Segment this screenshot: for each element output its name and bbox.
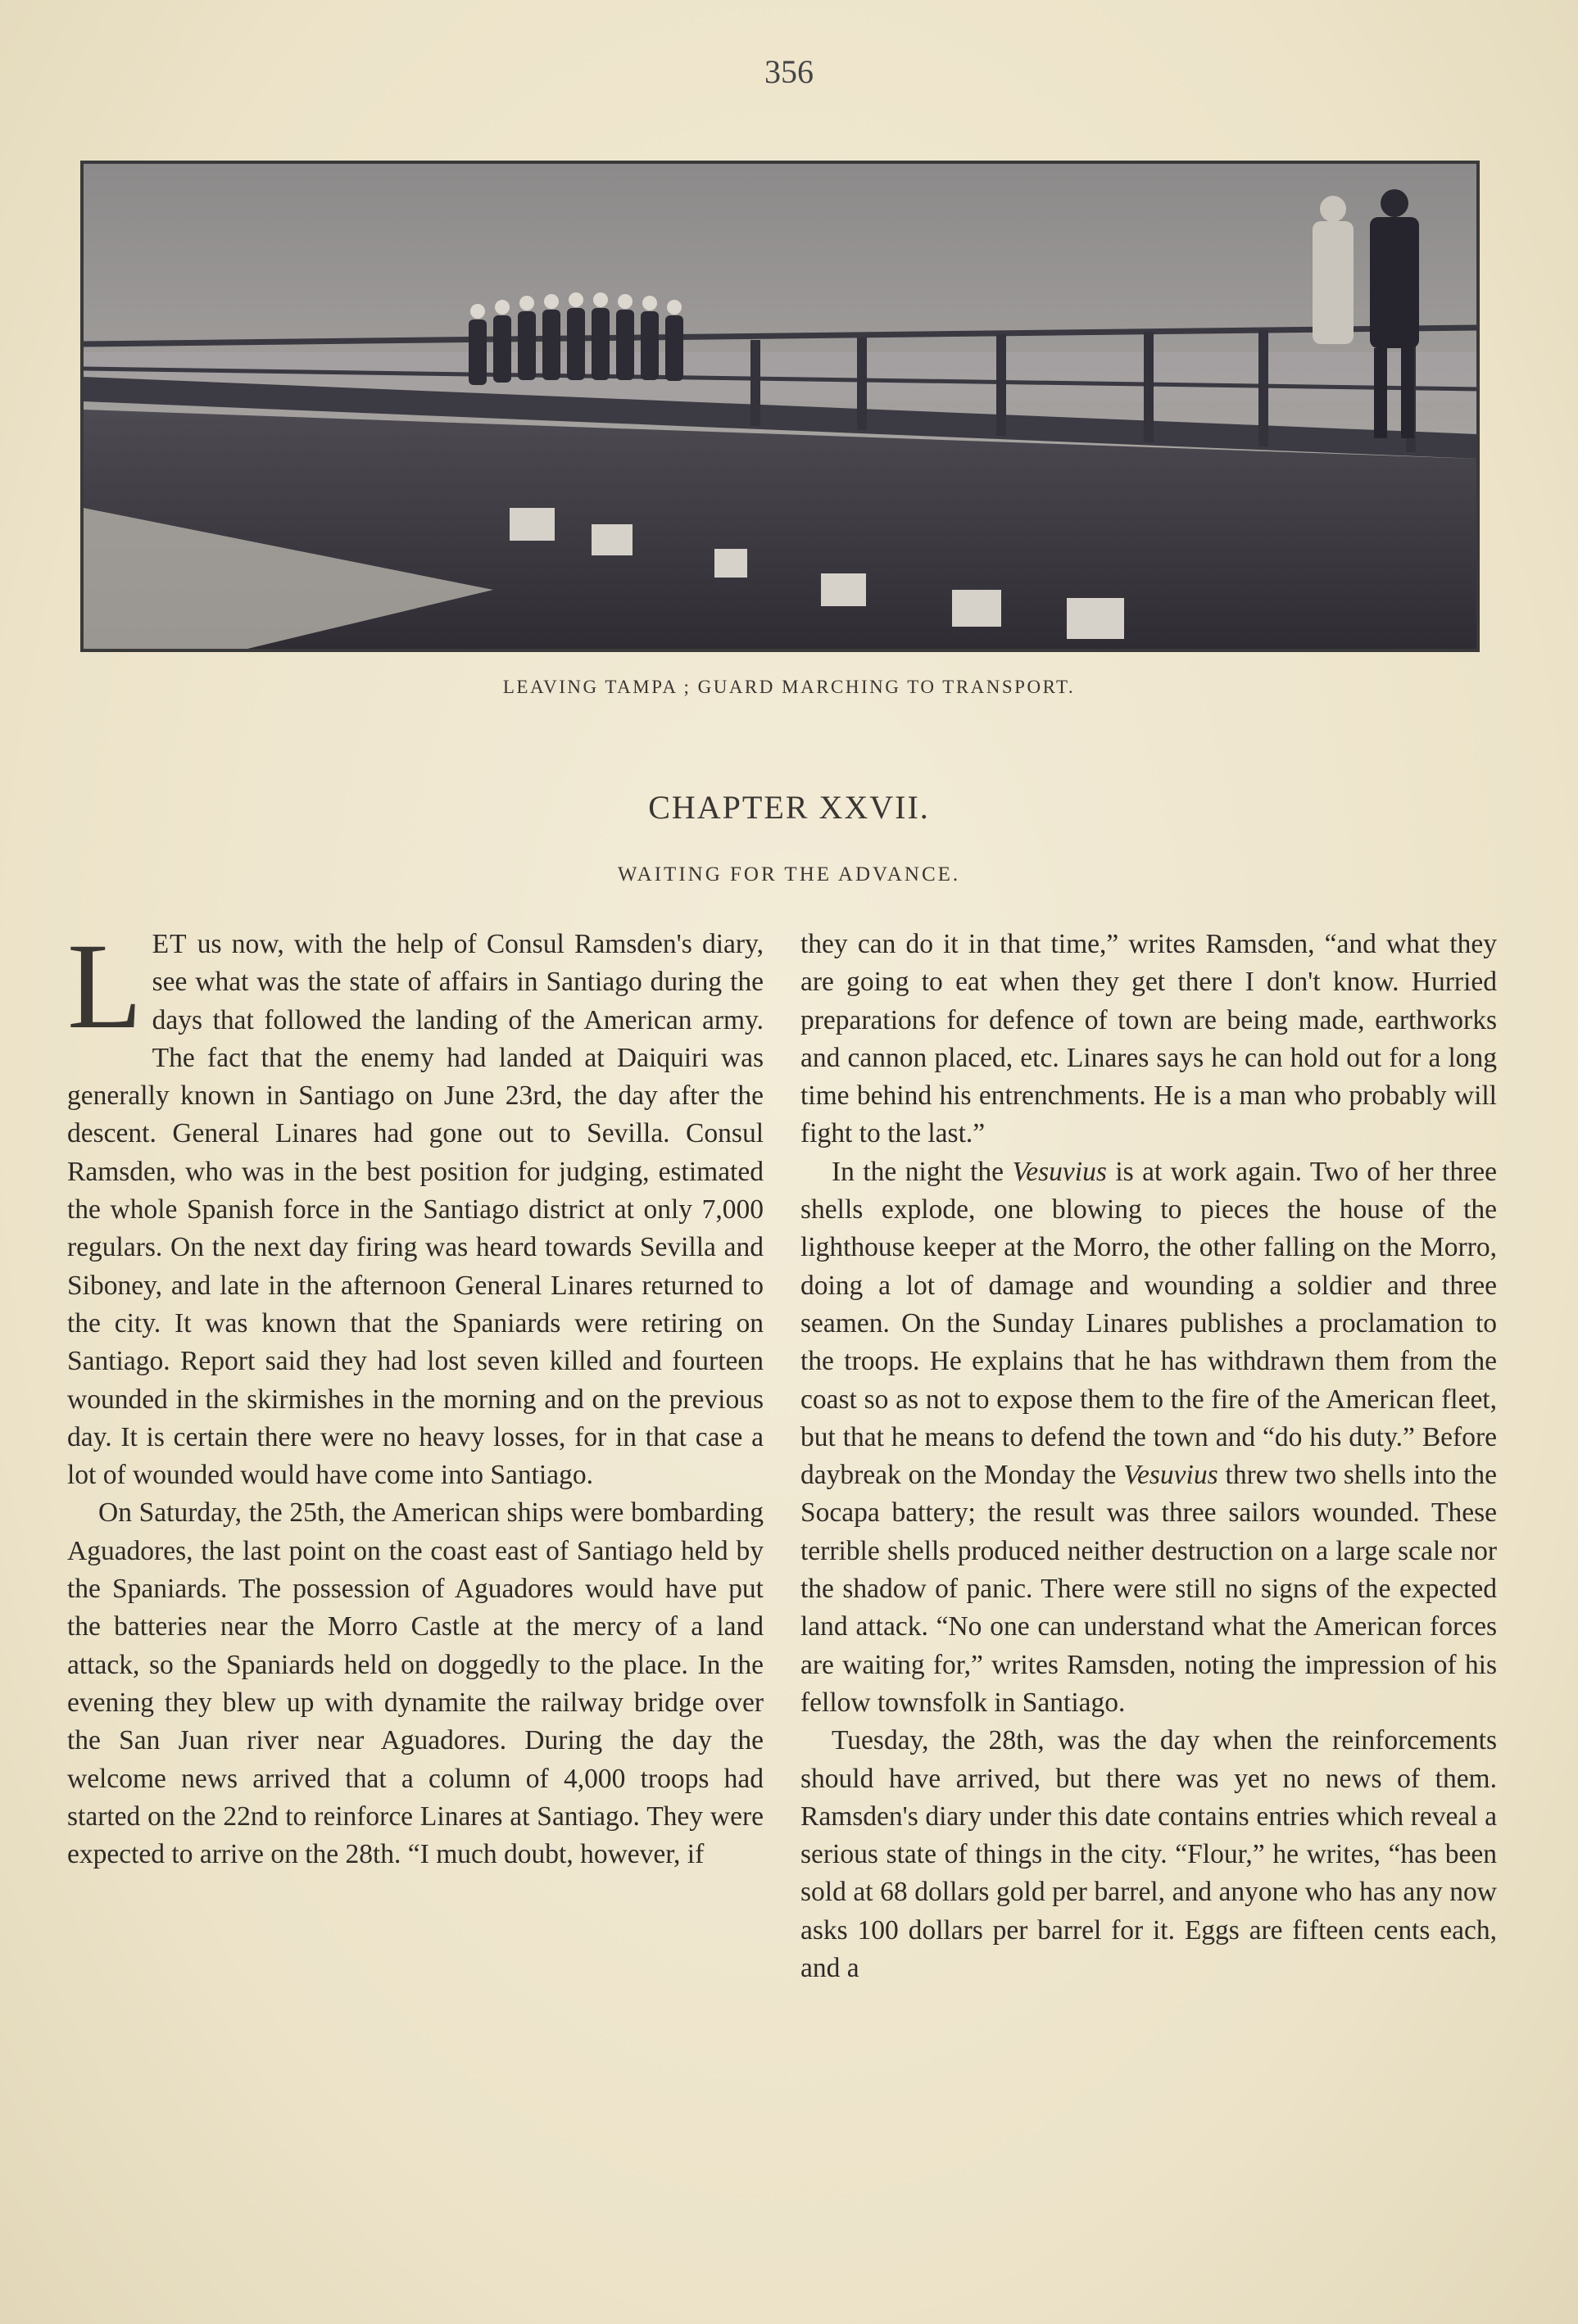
first-word: ET [152,929,188,959]
paragraph [800,1153,1497,1722]
paragraph-text: In the night the [832,1156,1013,1187]
paragraph-text: threw two shells into the Socapa battery; the result was three sailors wounded. These terrible shells produced neither destruction on a large scale nor the shadow of panic. There were still no signs of the expected land attack. “No one can understand what the American forces are waiting for,” writes Ramsden, noting the impression of his fellow townsfolk in Santiago. [800,1460,1497,1718]
paragraph: they can do it in that time,” writes Ramsden, “and what they are going to eat when they get there I don't know. Hurried preparations for defence of town are being made, earthworks and cannon placed, etc. Linares says he can hold out for a long time behind his entrenchments. He is a man who probably will fight to the last.” [800,929,1497,1149]
paragraph: On Saturday, the 25th, the American ships were bombarding Aguadores, the last point on the coast east of Santiago held by the Spaniards. The possession of Aguadores would have put the batteries near the Morro Castle at the mercy of a land attack, so the Spaniards held on doggedly to the place. In the evening they blew up with dynamite the railway bridge over the San Juan river near Aguadores. During the day the welcome news arrived that a column of 4,000 troops had started on the 22nd to reinforce Linares at Santiago. They were expected to arrive on the 28th. “I much doubt, however, if [67,1497,764,1870]
photo-caption: LEAVING TAMPA ; GUARD MARCHING TO TRANSPORT. [502,677,1076,697]
page-number: 356 [764,53,814,90]
bridge-photograph [80,161,1480,652]
paragraph-text: is at work again. Two of her three shells explode, one blowing to pieces the house of the lighthouse keeper at the Morro, the other falling on the Morro, doing a lot of damage and wounding a soldier and three seamen. On the Sunday Linares publishes a proclamation to the troops. He explains that he has withdrawn them from the coast so as not to expose them to the fire of the American fleet, but that he means to defend the town and “do his duty.” Before daybreak on the Monday the [800,1156,1497,1491]
paragraph: Tuesday, the 28th, was the day when the reinforcements should have arrived, but there was yet no news of them. Ramsden's diary under this date contains entries which reveal a serious state of things in the city. “Flour,” he writes, “has been sold at 68 dollars gold per barrel, and anyone who has any now asks 100 dollars per barrel for it. Eggs are fifteen cents each, and a [800,1725,1497,1984]
drop-cap: L [67,918,143,1054]
right-column [800,926,1497,1987]
paragraph [67,918,764,1494]
ship-name: Vesuvius [1123,1460,1218,1491]
ship-name: Vesuvius [1012,1156,1107,1187]
bridge-photo-illustration [84,164,1476,649]
left-column [67,918,764,1873]
chapter-title: CHAPTER XXVII. [648,789,930,826]
paragraph-text: us now, with the help of Consul Ramsden's diary, see what was the state of affairs in Santiago during the days that followed the landing of the American army. The fact that the enemy had landed at Daiquiri was generally known in Santiago on June 23rd, the day after the descent. General Linares had gone out to Sevilla. Consul Ramsden, who was in the best position for judging, estimated the whole Spanish force in the Santiago district at only 7,000 regulars. On the next day firing was heard towards Sevilla and Siboney, and late in the afternoon General Linares returned to the city. It was known that the Spaniards were retiring on Santiago. Report said they had lost seven killed and fourteen wounded in the skirmishes in the morning and on the previous day. It is certain there were no heavy losses, for in that case a lot of wounded would have come into Santiago. [67,929,764,1491]
chapter-subtitle: WAITING FOR THE ADVANCE. [617,863,961,886]
